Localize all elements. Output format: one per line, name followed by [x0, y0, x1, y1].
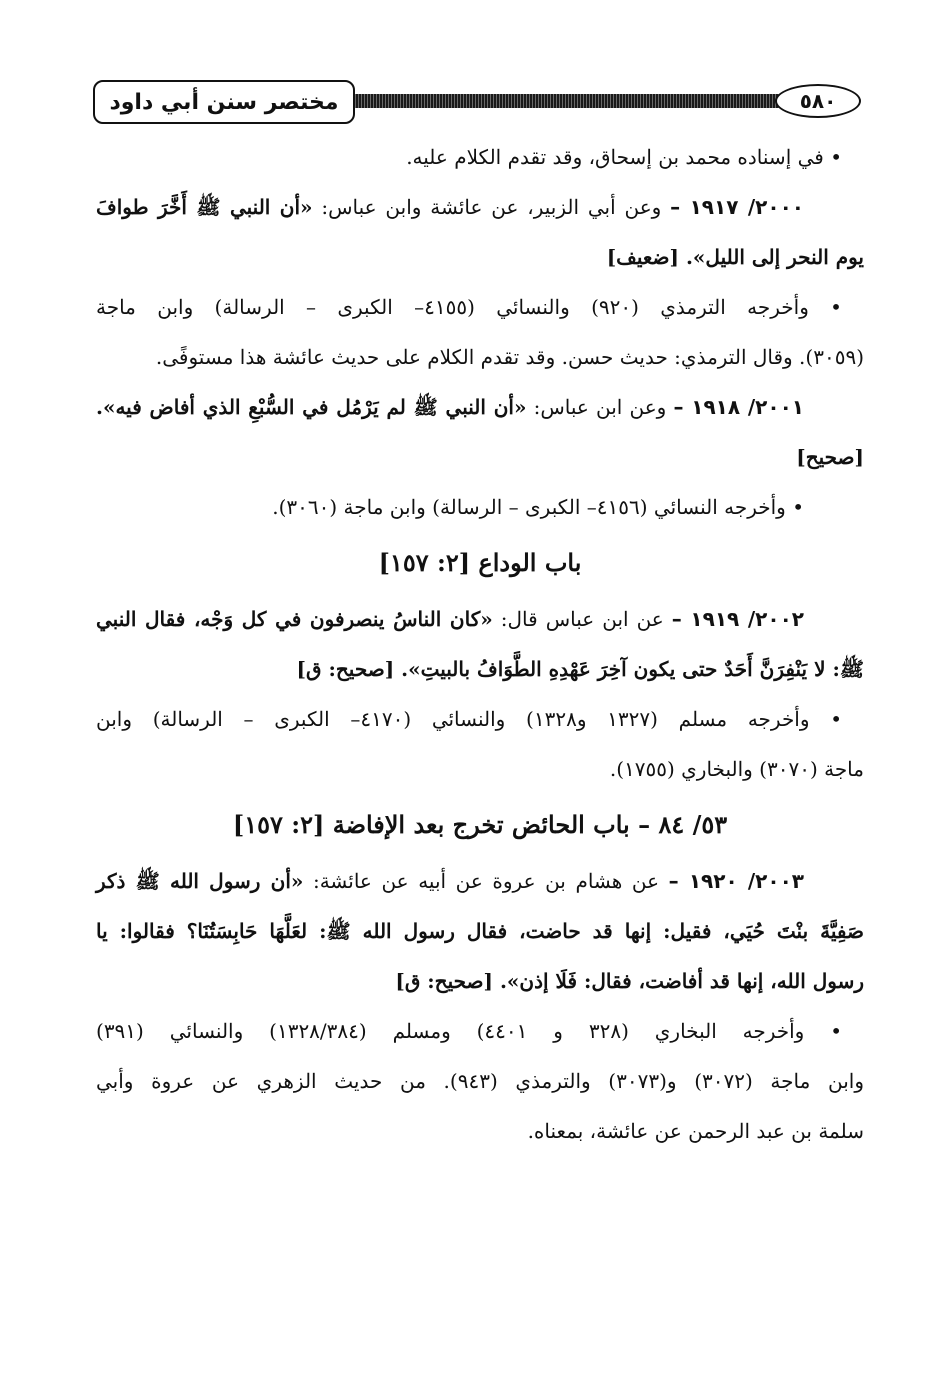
header-decorative-rule	[353, 94, 783, 108]
hadith-2002-line-2: ﷺ: لا يَنْفِرَنَّ أَحَدٌ حتى يكون آخِرَ عَهْدِهِ الطَّوَافُ بالبيتِ». [صحيح: ق]	[296, 657, 864, 681]
hadith-chain: وعن ابن عباس:	[526, 395, 674, 419]
takhrij-line: • وأخرجه البخاري (٣٢٨ و ٤٤٠١) ومسلم (١٣٢٨/٣٨٤) والنسائي (٣٩١)	[96, 1019, 843, 1043]
hadith-2003-line-3: رسول الله، إنها قد أفاضت، فقال: فَلَا إذن». [صحيح: ق]	[395, 969, 864, 993]
book-title: مختصر سنن أبي داود	[93, 80, 355, 124]
hadith-2000-line-1	[96, 182, 864, 232]
hadith-2002-line-1	[96, 594, 864, 644]
hadith-2001-line-1	[96, 382, 864, 432]
hadith-text: «أن النبي ﷺ أَخَّرَ طوافَ	[96, 195, 313, 219]
hadith-number: ٢٠٠٣/ ١٩٢٠ –	[668, 869, 804, 893]
hadith-text: «أن النبي ﷺ لم يَرْمُل في السُّبْعِ الذي أفاض فيه».	[96, 395, 527, 419]
hadith-2003-line-1	[96, 856, 864, 906]
chapter-heading: ٥٣/ ٨٤ – باب الحائض تخرج بعد الإفاضة [٢: ١٥٧]	[232, 810, 728, 839]
hadith-chain: عن هشام بن عروة عن أبيه عن عائشة:	[303, 869, 669, 893]
takhrij-line: • وأخرجه الترمذي (٩٢٠) والنسائي (٤١٥٥– الكبرى – الرسالة) وابن ماجة	[96, 295, 842, 319]
takhrij-line: سلمة بن عبد الرحمن عن عائشة، بمعناه.	[527, 1119, 864, 1143]
page-header	[93, 80, 863, 128]
page-number: ٥٨٠	[775, 84, 861, 118]
takhrij-line: (٣٠٥٩). وقال الترمذي: حديث حسن. وقد تقدم الكلام على حديث عائشة هذا مستوفًى.	[155, 345, 864, 369]
hadith-2001-line-2: [صحيح]	[796, 445, 864, 469]
hadith-text: «أن رسول الله ﷺ ذكر	[96, 869, 304, 893]
takhrij-line: • وأخرجه النسائي (٤١٥٦– الكبرى – الرسالة) وابن ماجة (٣٠٦٠).	[272, 495, 804, 519]
hadith-2000-line-2: يوم النحر إلى الليل». [ضعيف]	[606, 245, 864, 269]
page-content	[96, 132, 864, 1156]
hadith-chain: عن ابن عباس قال:	[492, 607, 672, 631]
hadith-number: ٢٠٠٢/ ١٩١٩ –	[671, 607, 804, 631]
takhrij-line: ماجة (٣٠٧٠) والبخاري (١٧٥٥).	[609, 757, 864, 781]
note-line: • في إسناده محمد بن إسحاق، وقد تقدم الكلام عليه.	[406, 145, 842, 169]
chapter-heading: باب الوداع [٢: ١٥٧]	[378, 548, 582, 577]
takhrij-line: وابن ماجة (٣٠٧٢) و(٣٠٧٣) والترمذي (٩٤٣). من حديث الزهري عن عروة وأبي	[96, 1069, 864, 1093]
hadith-chain: وعن أبي الزبير، عن عائشة وابن عباس:	[312, 195, 671, 219]
hadith-text: «كان الناسُ ينصرفون في كل وَجْه، فقال النبي	[96, 607, 493, 631]
takhrij-line: • وأخرجه مسلم (١٣٢٧ و١٣٢٨) والنسائي (٤١٧٠– الكبرى – الرسالة) وابن	[96, 707, 843, 731]
hadith-number: ٢٠٠١/ ١٩١٨ –	[673, 395, 804, 419]
hadith-number: ٢٠٠٠/ ١٩١٧ –	[670, 195, 804, 219]
hadith-2003-line-2: صَفِيَّةَ بنْتَ حُيَي، فقيل: إنها قد حاضت، فقال رسول الله ﷺ: لعَلَّهَا حَابِسَتُنَا؟ فقالوا: يا	[96, 919, 864, 943]
